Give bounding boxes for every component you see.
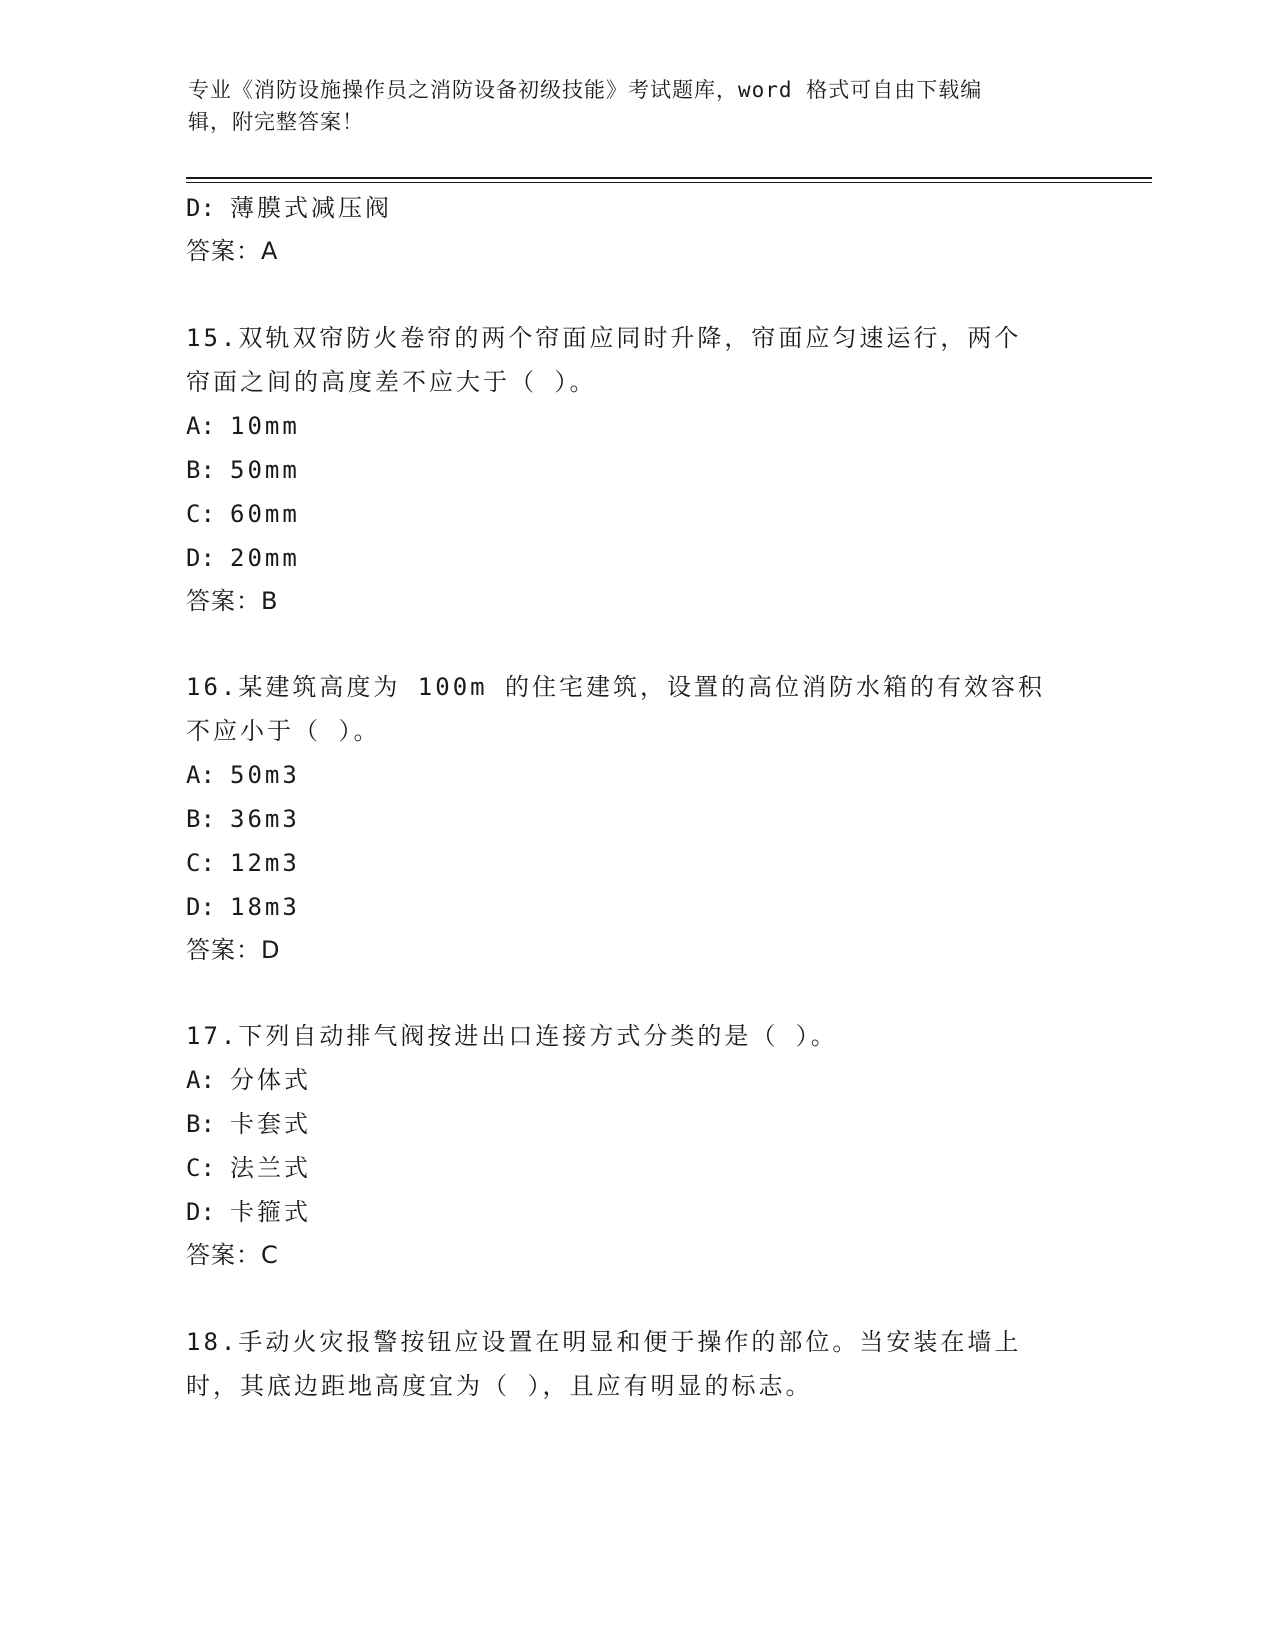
option-label: A: — [186, 412, 215, 440]
header-line-2: 辑，附完整答案！ — [188, 110, 364, 134]
question-15-answer: 答案：B — [186, 587, 279, 615]
option-label: C: — [186, 500, 215, 528]
question-17-option-a — [186, 1065, 311, 1095]
option-text: 卡套式 — [230, 1110, 311, 1138]
question-15-option-b — [186, 455, 300, 485]
option-text: 分体式 — [230, 1066, 311, 1094]
option-text: 10mm — [230, 412, 300, 440]
question-16-option-b — [186, 804, 300, 834]
option-label: D: — [186, 1198, 215, 1226]
question-18-stem-line-1: 18.手动火灾报警按钮应设置在明显和便于操作的部位。当安装在墙上 — [186, 1328, 1022, 1356]
header-divider-thin — [186, 182, 1152, 183]
option-text: 薄膜式减压阀 — [230, 194, 392, 222]
option-label: B: — [186, 1110, 215, 1138]
option-text: 法兰式 — [230, 1154, 311, 1182]
question-15-stem-line-1: 15.双轨双帘防火卷帘的两个帘面应同时升降，帘面应匀速运行，两个 — [186, 324, 1022, 352]
question-15-option-c — [186, 499, 300, 529]
document-header — [188, 74, 1068, 138]
question-16-stem-line-1: 16.某建筑高度为 100m 的住宅建筑，设置的高位消防水箱的有效容积 — [186, 673, 1046, 701]
question-17-option-c — [186, 1153, 311, 1183]
question-16-option-c — [186, 848, 300, 878]
option-label: D: — [186, 194, 215, 222]
option-label: B: — [186, 805, 215, 833]
question-15-option-a — [186, 411, 300, 441]
header-divider-thick — [186, 177, 1152, 179]
question-16-option-a — [186, 760, 300, 790]
option-label: B: — [186, 456, 215, 484]
question-16-stem-line-2: 不应小于（ ）。 — [186, 717, 381, 745]
option-text: 36m3 — [230, 805, 300, 833]
prev-option-d — [186, 193, 392, 223]
question-16-option-d — [186, 892, 300, 922]
option-text: 50mm — [230, 456, 300, 484]
question-17-option-d — [186, 1197, 311, 1227]
option-text: 卡箍式 — [230, 1198, 311, 1226]
option-text: 18m3 — [230, 893, 300, 921]
question-17-answer: 答案：C — [186, 1241, 279, 1269]
option-label: C: — [186, 1154, 215, 1182]
option-label: D: — [186, 544, 215, 572]
question-15-option-d — [186, 543, 300, 573]
question-17-stem-line-1: 17.下列自动排气阀按进出口连接方式分类的是（ ）。 — [186, 1022, 838, 1050]
option-label: A: — [186, 1066, 215, 1094]
question-18-stem-line-2: 时，其底边距地高度宜为（ ），且应有明显的标志。 — [186, 1372, 813, 1400]
option-label: A: — [186, 761, 215, 789]
option-label: D: — [186, 893, 215, 921]
question-16-answer: 答案：D — [186, 936, 281, 964]
option-text: 50m3 — [230, 761, 300, 789]
header-line-1: 专业《消防设施操作员之消防设备初级技能》考试题库，word 格式可自由下载编 — [188, 78, 983, 102]
option-text: 20mm — [230, 544, 300, 572]
question-17-option-b — [186, 1109, 311, 1139]
option-text: 60mm — [230, 500, 300, 528]
option-label: C: — [186, 849, 215, 877]
option-text: 12m3 — [230, 849, 300, 877]
prev-answer: 答案：A — [186, 237, 279, 265]
question-15-stem-line-2: 帘面之间的高度差不应大于（ ）。 — [186, 368, 597, 396]
